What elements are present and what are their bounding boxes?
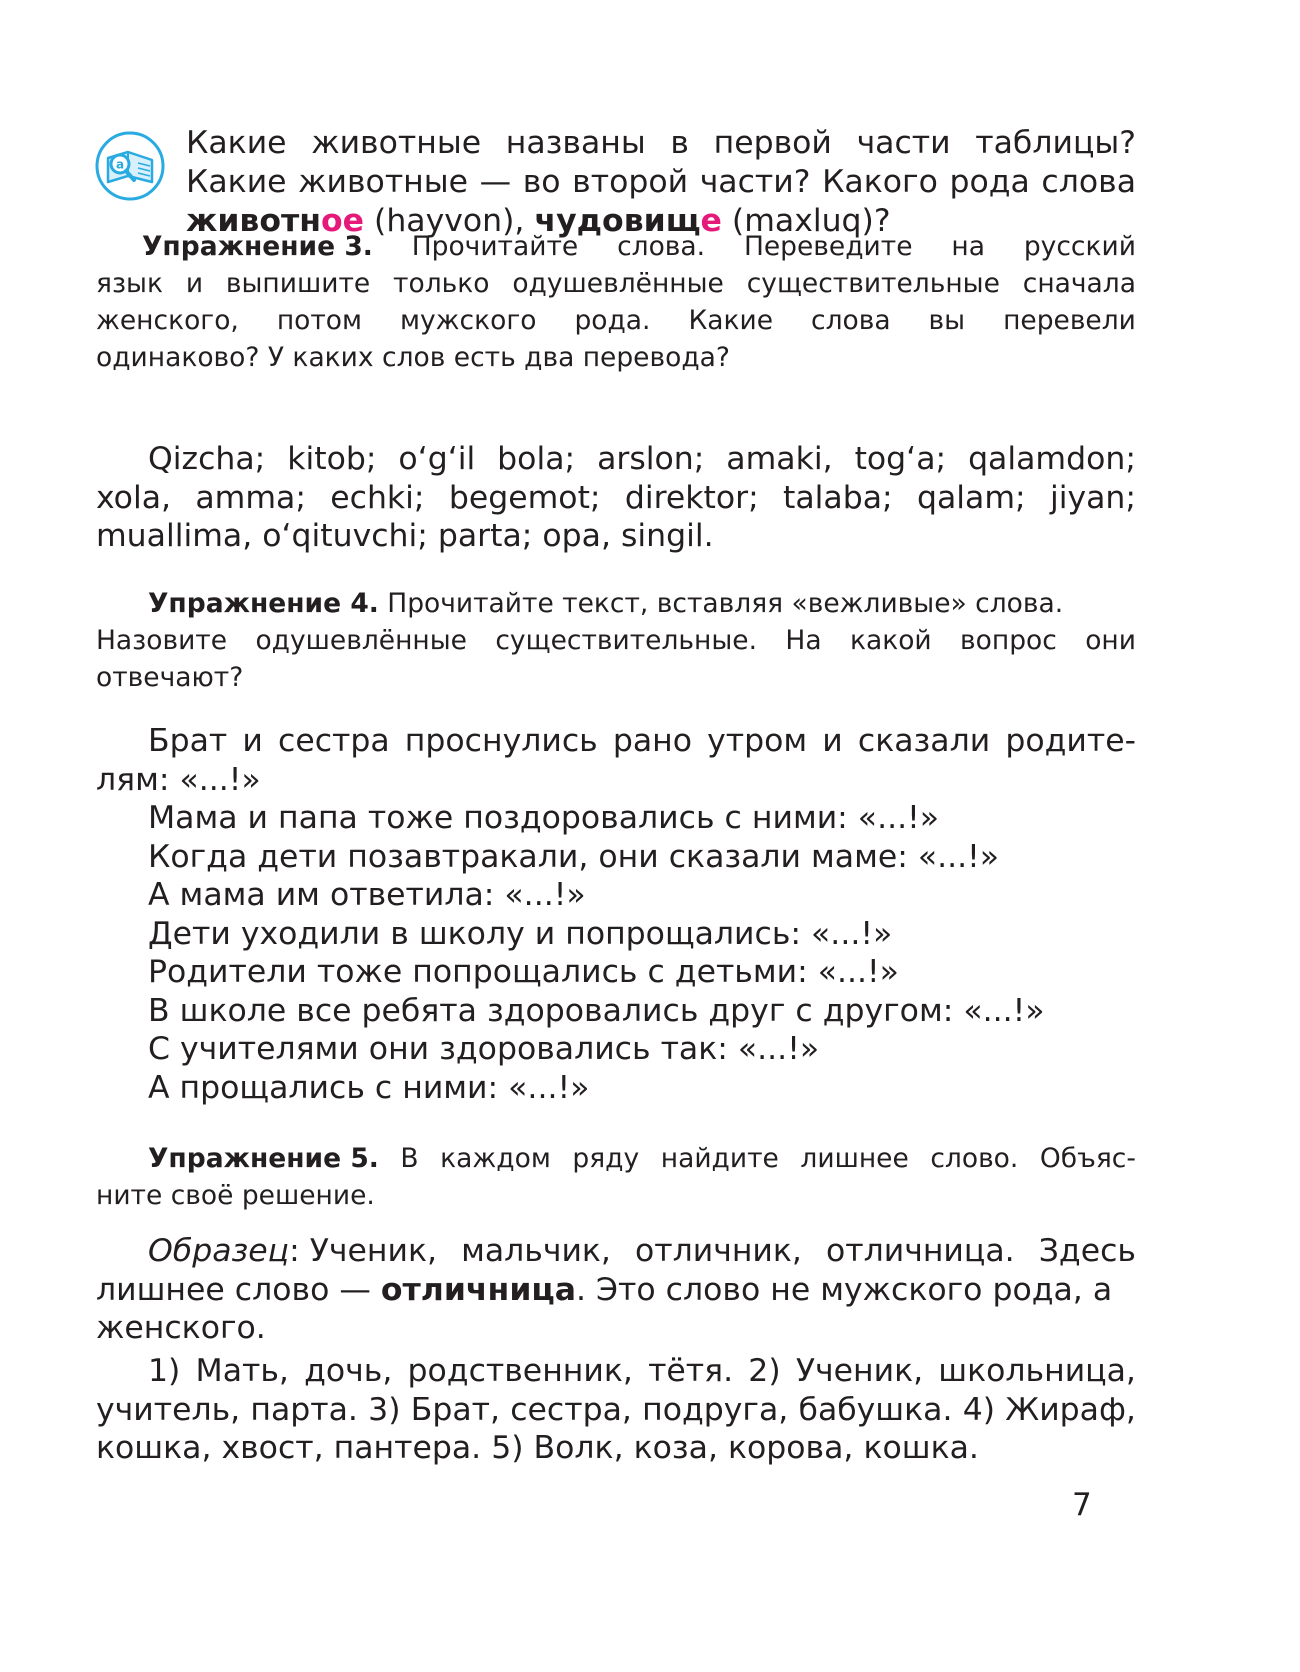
word-chudovishche: чудовище [534,203,722,239]
exercise-4-instructions: Упражнение 4. Прочитайте текст, вставляя «вежливые» слова. Назовите одушевлённые существительные. На какой вопрос они отвечают? [96,588,1136,693]
word-ending-highlight: ое [321,203,365,239]
dialog-line: Мама и папа тоже поздоровались с ними: «...!» [148,800,940,836]
dialog-line: Дети уходили в школу и попрощались: «...!» [148,915,893,952]
exercise-3-instructions: Упражнение 3. Прочитайте слова. Переведите на русский язык и выпишите только одушевлённые существительные сначала женского, потом мужского рода. Какие слова вы перевели одинаково? У каких слов есть два перевода? [96,228,1136,376]
exercise-4-title: Упражнение 4. [148,588,379,619]
question-line-1: Какие животные названы в первой части таблицы? [186,125,1136,161]
question-line-3: животное (hayvon), чудовище (maxluq)? [186,203,891,239]
dialog-line: А мама им ответила: «...!» [148,877,586,913]
dialog-line: Когда дети позавтракали, они сказали маме: «...!» [148,838,1000,875]
exercise-3-words: Qizcha; kitob; o‘g‘il bola; arslon; amaki, tog‘a; qalamdon; xola, amma; echki; begemot; direktor; talaba; qalam; jiyan; muallima, o‘qituvchi; parta; opa, singil. [96,441,1136,554]
exercise-5-title: Упражнение 5. [148,1143,379,1174]
exercise-5-sample: Образец: Ученик, мальчик, отличник, отличница. Здесь лишнее слово — отличница. Это слово не мужского рода, а женского. [96,1233,1136,1346]
dialog-line: Родители тоже попрощались с детьми: «...!» [148,954,899,990]
sample-bold-word: отличница [380,1271,576,1308]
word-zhivotnoe: животное [186,203,365,239]
dialog-line: С учителями они здоровались так: «...!» [148,1031,820,1067]
dialog-line: А прощались с ними: «...!» [148,1069,590,1106]
exercise-3-title: Упражнение 3. [142,231,373,262]
exercise-4-text: Брат и сестра проснулись рано утром и сказали родите- лям: «...!» Мама и папа тоже поздоровались с ними: «...!» Когда дети позавтракали, они сказали маме: «...!» А мама им ответила: «...!» Дети уходили в школу и попрощались: «...!» Родители тоже попрощались с детьми: «...!» В школе все ребята здоровались друг с другом: «...!» С учителями они здоровались так: «...!» А прощались с ними: «...!» [96,723,1136,1106]
magnifier-book-icon [94,130,166,202]
dialog-line: В школе все ребята здоровались друг с другом: «...!» [148,992,1045,1029]
exercise-5-tasks: 1) Мать, дочь, родственник, тётя. 2) Ученик, школьница, учитель, парта. 3) Брат, сестра, подруга, бабушка. 4) Жираф, кошка, хвост, пантера. 5) Волк, коза, корова, кошка. [96,1353,1136,1466]
question-block [186,124,1136,241]
question-line-2: Какие животные — во второй части? Какого рода слова [186,164,1136,200]
sample-label: Образец [148,1233,290,1269]
page-number: 7 [1072,1487,1092,1523]
svg-text:a: a [115,157,125,172]
exercise-5-instructions: Упражнение 5. В каждом ряду найдите лишнее слово. Объяс- ните своё решение. [96,1140,1136,1214]
word-ending-highlight: е [700,203,722,239]
